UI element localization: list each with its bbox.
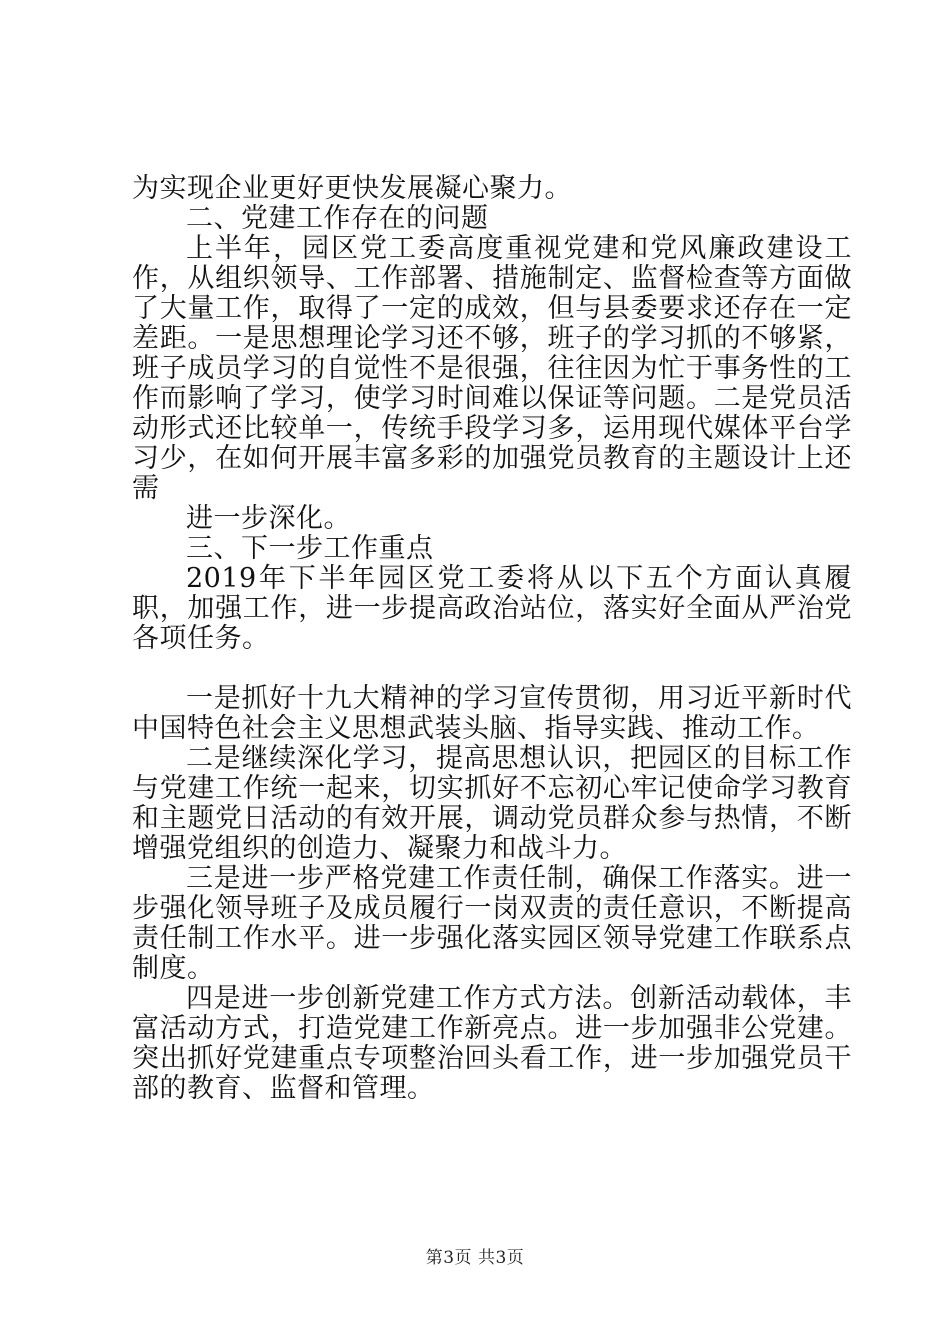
paragraph-item-two: 二是继续深化学习，提高思想认识，把园区的目标工作与党建工作统一起来，切实抓好不忘初心牢记使命学习教育和主题党日活动的有效开展，调动党员群众参与热情，不断增强党组织的创造力、凝聚力和战斗力。 — [132, 743, 852, 864]
page-number-footer: 第3页 共3页 — [425, 1248, 525, 1268]
paragraph-deepen: 进一步深化。 — [186, 503, 351, 534]
paragraph-item-three: 三是进一步严格党建工作责任制，确保工作落实。进一步强化领导班子及成员履行一岗双责的责任意识，不断提高责任制工作水平。进一步强化落实园区领导党建工作联系点制度。 — [132, 863, 852, 984]
section-heading-problems: 二、党建工作存在的问题 — [186, 203, 489, 234]
paragraph-item-one: 一是抓好十九大精神的学习宣传贯彻，用习近平新时代中国特色社会主义思想武装头脑、指导实践、推动工作。 — [132, 683, 852, 744]
document-body — [132, 174, 852, 1104]
section-heading-next-steps: 三、下一步工作重点 — [186, 533, 434, 564]
paragraph-plan-intro: 2019年下半年园区党工委将从以下五个方面认真履职，加强工作，进一步提高政治站位，落实好全面从严治党各项任务。 — [132, 563, 852, 654]
paragraph-item-four: 四是进一步创新党建工作方式方法。创新活动载体，丰富活动方式，打造党建工作新亮点。进一步加强非公党建。突出抓好党建重点专项整治回头看工作，进一步加强党员干部的教育、监督和管理。 — [132, 983, 852, 1104]
paragraph-continuation: 为实现企业更好更快发展凝心聚力。 — [132, 173, 572, 204]
paragraph-problems: 上半年，园区党工委高度重视党建和党风廉政建设工作，从组织领导、工作部署、措施制定、监督检查等方面做了大量工作，取得了一定的成效，但与县委要求还存在一定差距。一是思想理论学习还不够，班子的学习抓的不够紧，班子成员学习的自觉性不是很强，往往因为忙于事务性的工作而影响了学习，使学习时间难以保证等问题。二是党员活动形式还比较单一，传统手段学习多，运用现代媒体平台学习少，在如何开展丰富多彩的加强党员教育的主题设计上还需 — [132, 233, 852, 504]
